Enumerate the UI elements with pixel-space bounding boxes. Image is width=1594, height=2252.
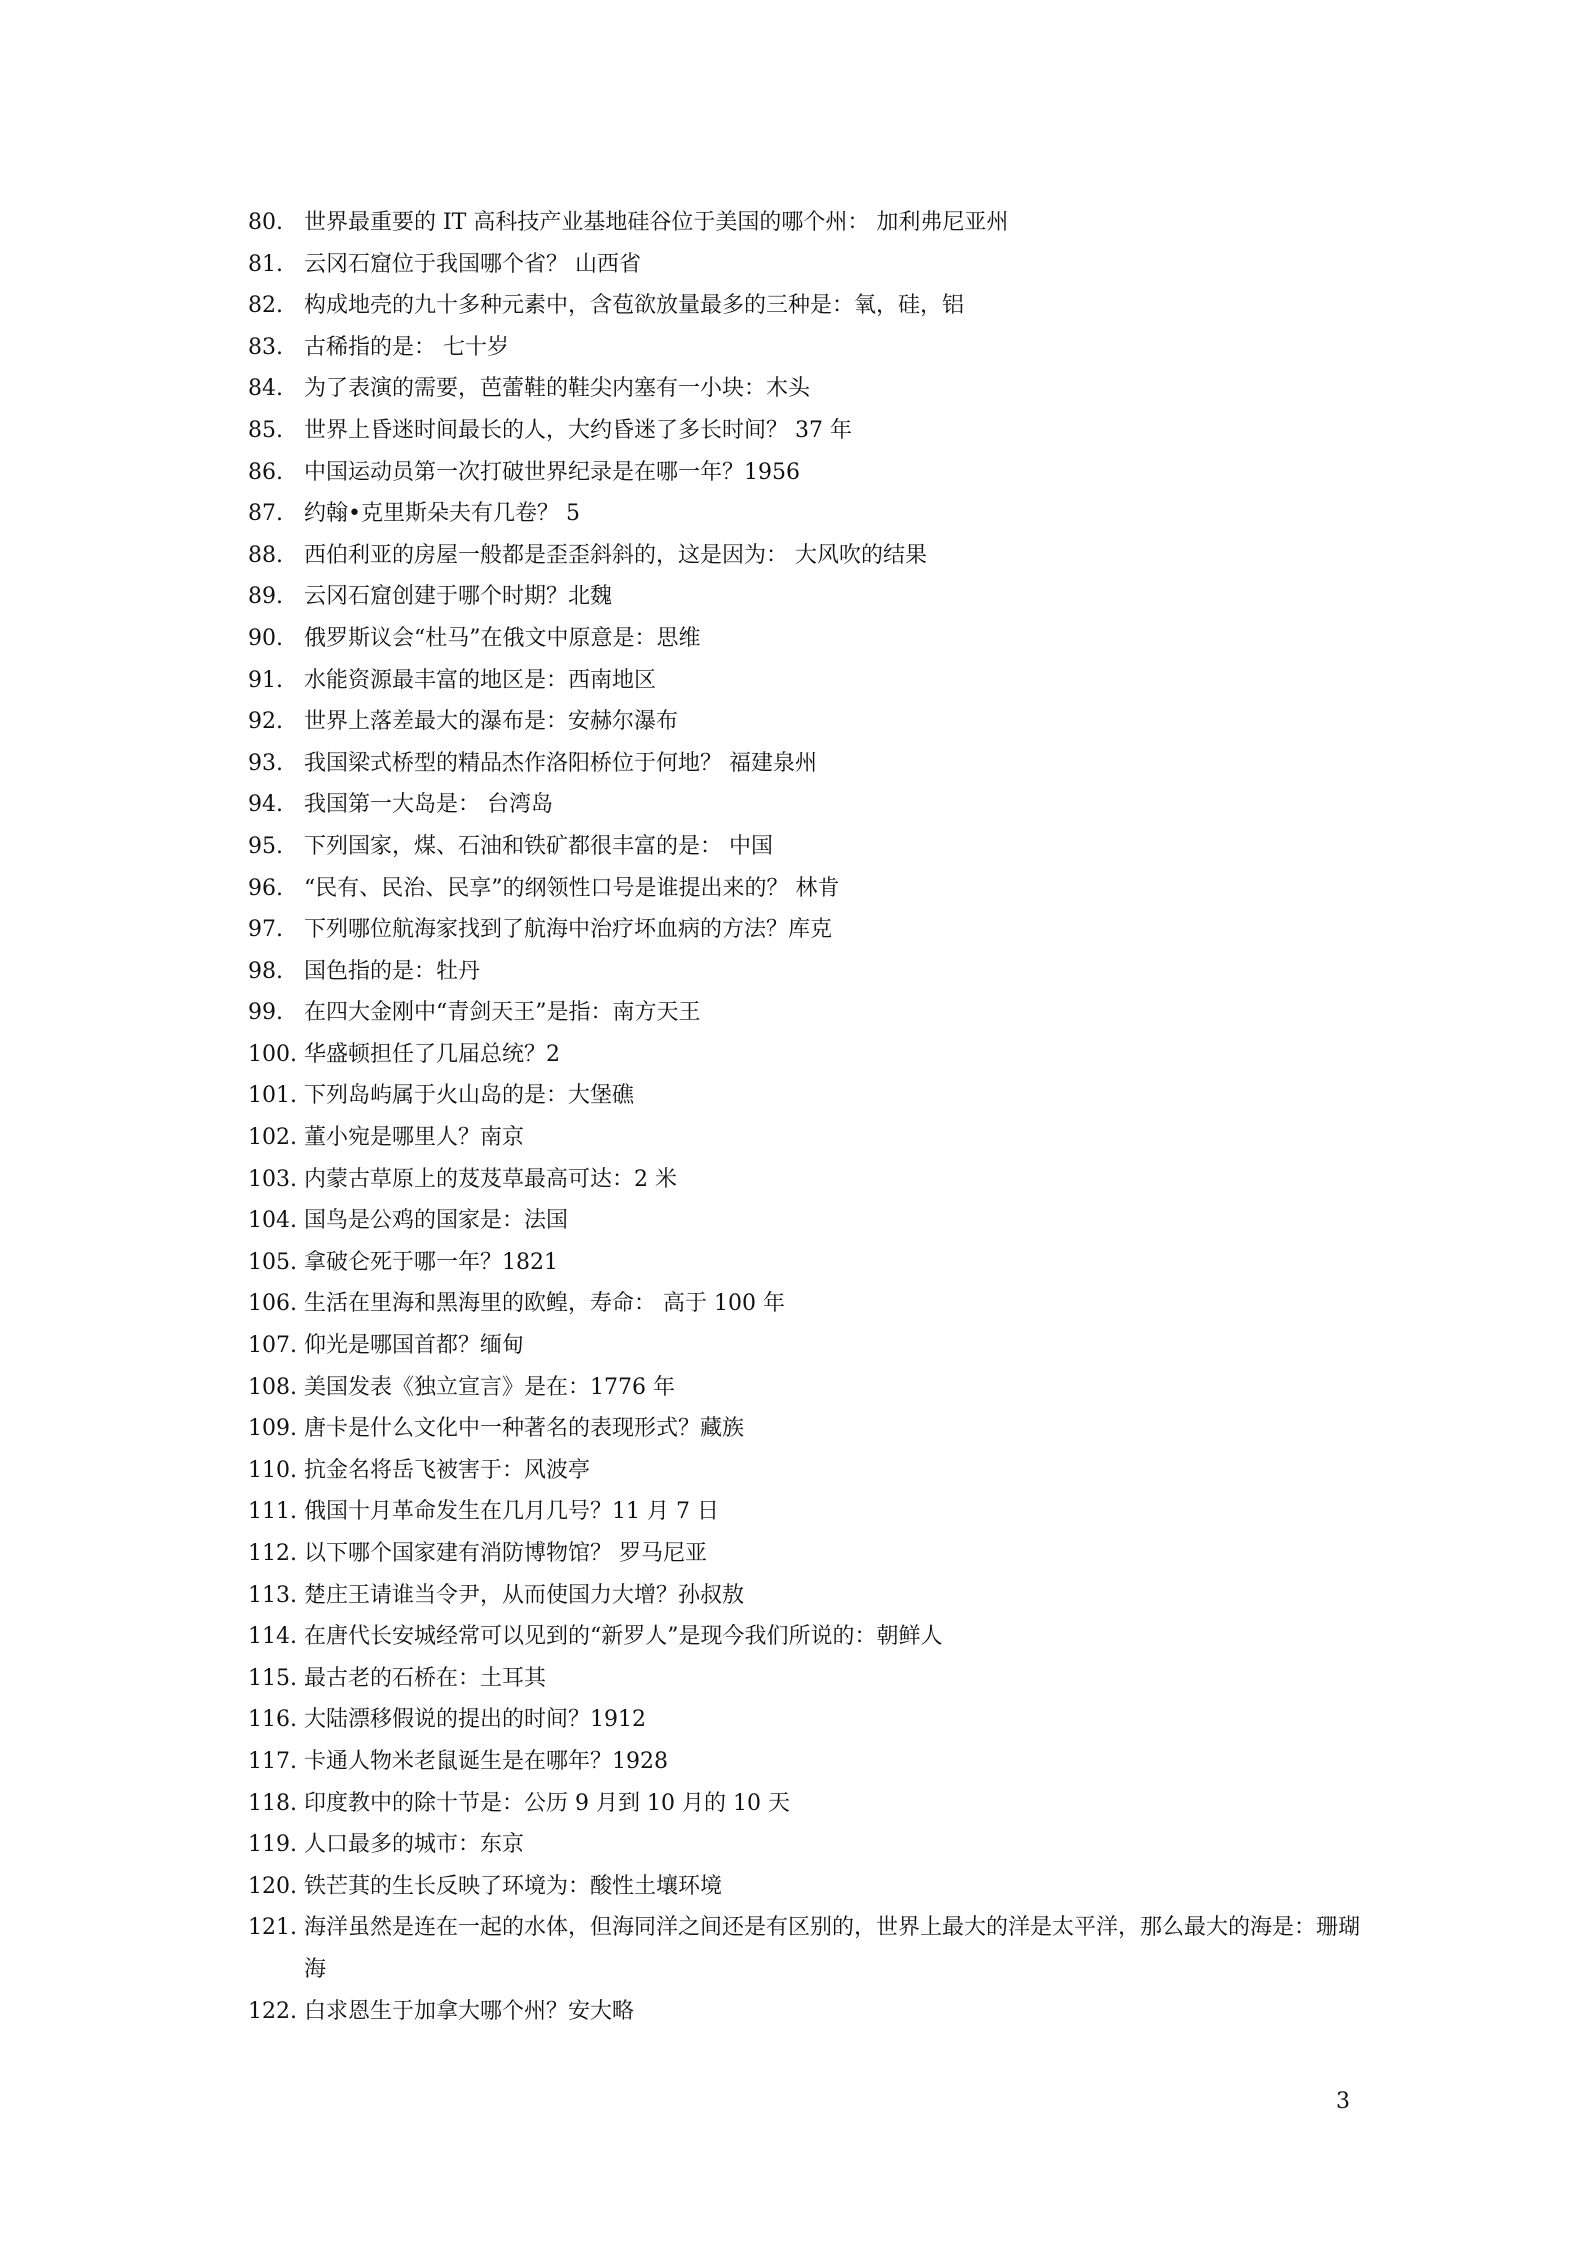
- item-text: 构成地壳的九十多种元素中，含苞欲放量最多的三种是：氧，硅，铝: [304, 293, 965, 319]
- item-text: 云冈石窟位于我国哪个省？ 山西省: [304, 251, 641, 277]
- item-number: 83.: [248, 334, 283, 360]
- quiz-answer-list: [248, 202, 1368, 2032]
- item-number: 89.: [248, 584, 283, 610]
- item-text: 我国第一大岛是： 台湾岛: [304, 792, 553, 818]
- item-number: 85.: [248, 417, 283, 443]
- list-item: [248, 1783, 1368, 1825]
- list-item: [248, 1450, 1368, 1492]
- list-item: [248, 1991, 1368, 2033]
- item-text: 在四大金刚中“青剑天王”是指：南方天王: [304, 1000, 701, 1026]
- list-item: [248, 285, 1368, 327]
- list-item: [248, 410, 1368, 452]
- item-text: 在唐代长安城经常可以见到的“新罗人”是现今我们所说的：朝鲜人: [304, 1624, 943, 1650]
- item-text: 水能资源最丰富的地区是：西南地区: [304, 667, 657, 693]
- list-item: [248, 493, 1368, 535]
- item-text: 我国梁式桥型的精品杰作洛阳桥位于何地？ 福建泉州: [304, 750, 817, 776]
- item-text: 唐卡是什么文化中一种著名的表现形式？藏族: [304, 1416, 745, 1442]
- list-item: [248, 1200, 1368, 1242]
- list-item: [248, 743, 1368, 785]
- list-item: [248, 1159, 1368, 1201]
- item-number: 90.: [248, 625, 283, 651]
- list-item: [248, 1907, 1368, 1990]
- item-number: 105.: [248, 1249, 297, 1275]
- item-number: 94.: [248, 792, 283, 818]
- list-item: [248, 1866, 1368, 1908]
- item-text: 美国发表《独立宣言》是在：1776 年: [304, 1374, 675, 1400]
- item-number: 110.: [248, 1457, 297, 1483]
- item-number: 93.: [248, 750, 283, 776]
- item-text: 白求恩生于加拿大哪个州？安大略: [304, 1998, 635, 2024]
- item-number: 113.: [248, 1582, 297, 1608]
- item-number: 97.: [248, 917, 283, 943]
- list-item: [248, 1283, 1368, 1325]
- list-item: [248, 1491, 1368, 1533]
- item-text: 生活在里海和黑海里的欧鳇，寿命： 高于 100 年: [304, 1291, 785, 1317]
- list-item: [248, 909, 1368, 951]
- item-number: 121.: [248, 1915, 297, 1941]
- list-item: [248, 826, 1368, 868]
- list-item: [248, 784, 1368, 826]
- list-item: [248, 1741, 1368, 1783]
- item-number: 102.: [248, 1125, 297, 1151]
- list-item: [248, 1824, 1368, 1866]
- item-text: 拿破仑死于哪一年？1821: [304, 1249, 558, 1275]
- item-number: 118.: [248, 1790, 297, 1816]
- item-text: 国色指的是：牡丹: [304, 958, 481, 984]
- item-number: 122.: [248, 1998, 297, 2024]
- list-item: [248, 202, 1368, 244]
- item-text: 下列国家，煤、石油和铁矿都很丰富的是： 中国: [304, 833, 773, 859]
- item-number: 100.: [248, 1041, 297, 1067]
- list-item: [248, 1367, 1368, 1409]
- list-item: [248, 1242, 1368, 1284]
- item-number: 120.: [248, 1873, 297, 1899]
- list-item: [248, 1325, 1368, 1367]
- item-number: 114.: [248, 1624, 297, 1650]
- item-text: 最古老的石桥在：土耳其: [304, 1665, 547, 1691]
- item-number: 81.: [248, 251, 283, 277]
- item-number: 95.: [248, 833, 283, 859]
- item-text: 国鸟是公鸡的国家是：法国: [304, 1208, 569, 1234]
- item-number: 91.: [248, 667, 283, 693]
- item-text: 下列哪位航海家找到了航海中治疗坏血病的方法？库克: [304, 917, 833, 943]
- item-text: 抗金名将岳飞被害于：风波亭: [304, 1457, 591, 1483]
- item-number: 107.: [248, 1333, 297, 1359]
- item-number: 115.: [248, 1665, 297, 1691]
- list-item: [248, 1658, 1368, 1700]
- item-number: 87.: [248, 501, 283, 527]
- item-text: 楚庄王请谁当令尹，从而使国力大增？孙叔敖: [304, 1582, 745, 1608]
- list-item: [248, 1075, 1368, 1117]
- item-number: 82.: [248, 293, 283, 319]
- item-text: 为了表演的需要，芭蕾鞋的鞋尖内塞有一小块：木头: [304, 376, 811, 402]
- item-number: 92.: [248, 709, 283, 735]
- list-item: [248, 1533, 1368, 1575]
- item-text: 大陆漂移假说的提出的时间？1912: [304, 1707, 646, 1733]
- item-number: 112.: [248, 1541, 297, 1566]
- list-item: [248, 327, 1368, 369]
- item-text: 世界上落差最大的瀑布是：安赫尔瀑布: [304, 709, 679, 735]
- item-text: 内蒙古草原上的芨芨草最高可达：2 米: [304, 1166, 677, 1192]
- item-text: 卡通人物米老鼠诞生是在哪年？1928: [304, 1748, 668, 1774]
- item-text: “民有、民治、民享”的纲领性口号是谁提出来的？ 林肯: [304, 875, 840, 901]
- item-text: 以下哪个国家建有消防博物馆？ 罗马尼亚: [304, 1541, 707, 1566]
- item-text: 仰光是哪国首都？缅甸: [304, 1333, 525, 1359]
- item-text: 下列岛屿属于火山岛的是：大堡礁: [304, 1083, 635, 1109]
- list-item: [248, 1408, 1368, 1450]
- list-item: [248, 1699, 1368, 1741]
- item-number: 116.: [248, 1707, 297, 1733]
- item-number: 119.: [248, 1832, 297, 1858]
- list-item: [248, 576, 1368, 618]
- item-text: 世界上昏迷时间最长的人，大约昏迷了多长时间？ 37 年: [304, 417, 852, 443]
- item-number: 80.: [248, 210, 283, 235]
- item-text: 董小宛是哪里人？南京: [304, 1125, 525, 1151]
- item-text: 云冈石窟创建于哪个时期？北魏: [304, 584, 613, 610]
- list-item: [248, 244, 1368, 286]
- item-number: 117.: [248, 1748, 297, 1774]
- item-text: 铁芒萁的生长反映了环境为：酸性土壤环境: [304, 1873, 723, 1899]
- item-text: 海洋虽然是连在一起的水体，但海同洋之间还是有区别的，世界上最大的洋是太平洋，那么最大的海是：珊瑚海: [304, 1915, 1361, 1982]
- list-item: [248, 535, 1368, 577]
- list-item: [248, 992, 1368, 1034]
- item-text: 约翰•克里斯朵夫有几卷？ 5: [304, 501, 580, 527]
- list-item: [248, 368, 1368, 410]
- item-number: 98.: [248, 958, 283, 984]
- list-item: [248, 1616, 1368, 1658]
- item-number: 104.: [248, 1208, 297, 1234]
- list-item: [248, 1575, 1368, 1617]
- item-text: 俄国十月革命发生在几月几号？11 月 7 日: [304, 1499, 719, 1525]
- item-text: 人口最多的城市：东京: [304, 1832, 525, 1858]
- list-item: [248, 1117, 1368, 1159]
- list-item: [248, 868, 1368, 910]
- item-number: 109.: [248, 1416, 297, 1442]
- item-number: 111.: [248, 1499, 297, 1525]
- list-item: [248, 452, 1368, 494]
- list-item: [248, 951, 1368, 993]
- item-number: 106.: [248, 1291, 297, 1317]
- page-number: 3: [1336, 2089, 1350, 2114]
- list-item: [248, 701, 1368, 743]
- item-text: 中国运动员第一次打破世界纪录是在哪一年？1956: [304, 459, 800, 485]
- item-number: 101.: [248, 1083, 297, 1109]
- item-number: 99.: [248, 1000, 283, 1026]
- item-text: 古稀指的是： 七十岁: [304, 334, 509, 360]
- item-number: 84.: [248, 376, 283, 402]
- item-number: 108.: [248, 1374, 297, 1400]
- item-text: 世界最重要的 IT 高科技产业基地硅谷位于美国的哪个州： 加利弗尼亚州: [304, 210, 1009, 235]
- item-number: 96.: [248, 875, 283, 901]
- item-number: 88.: [248, 542, 283, 568]
- list-item: [248, 1034, 1368, 1076]
- list-item: [248, 660, 1368, 702]
- item-number: 103.: [248, 1166, 297, 1192]
- item-number: 86.: [248, 459, 283, 485]
- item-text: 华盛顿担任了几届总统？2: [304, 1041, 560, 1067]
- item-text: 俄罗斯议会“杜马”在俄文中原意是：思维: [304, 625, 701, 651]
- item-text: 印度教中的除十节是：公历 9 月到 10 月的 10 天: [304, 1790, 790, 1816]
- item-text: 西伯利亚的房屋一般都是歪歪斜斜的，这是因为： 大风吹的结果: [304, 542, 927, 568]
- list-item: [248, 618, 1368, 660]
